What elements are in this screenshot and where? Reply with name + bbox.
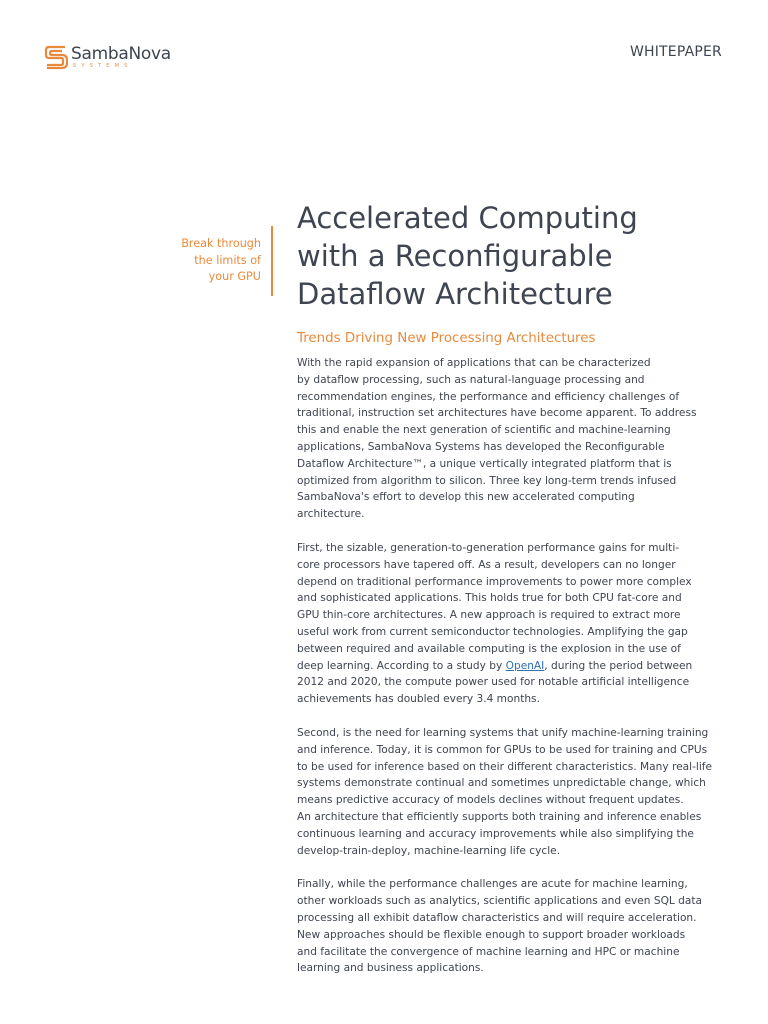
sambanova-s-logo-icon bbox=[44, 44, 68, 70]
accent-divider bbox=[271, 226, 273, 296]
paragraph-1: With the rapid expansion of applications that can be characterized by dataflow processing, such as natural-language processing and recommendation engines, the performance and efficiency challenges of traditional, instruction set architectures have become apparent. To address this and enable the next generation of scientific and machine-learning applications, SambaNova Systems has developed the Reconfigurable Dataflow Architecture™, a unique vertically integrated platform that is optimized from algorithm to silicon. Three key long-term trends infused SambaNova's effort to develop this new accelerated computing architecture. bbox=[297, 357, 697, 521]
paragraph-2-text-before-link: First, the sizable, generation-to-generation performance gains for multi- core processors have tapered off. As a result, developers can no longer depend on traditional performance improvements to power more complex and sophisticated applications. This holds true for both CPU fat-core and GPU thin-core architectures. A new approach is required to extract more useful work from current semiconductor technologies. Amplifying the gap between required and available computing is the explosion in the use of deep learning. According to a study by bbox=[297, 541, 692, 672]
logo-name: SambaNova bbox=[71, 43, 171, 64]
section-heading: Trends Driving New Processing Architectures bbox=[297, 331, 596, 346]
document-type-label: WHITEPAPER bbox=[629, 44, 722, 60]
paragraph-2 bbox=[297, 540, 733, 708]
page-title: Accelerated Computing with a Reconfigurable Dataflow Architecture bbox=[297, 201, 638, 311]
paragraph-3: Second, is the need for learning systems that unify machine-learning training and inference. Today, it is common for GPUs to be used for training and CPUs to be used for inference based on their different characteristics. Many real-life systems demonstrate continual and sometimes unpredictable change, which means predictive accuracy of models declines without frequent updates. An architecture that efficiently supports both training and inference enables continuous learning and accuracy improvements while also simplifying the develop-train-deploy, machine-learning life cycle. bbox=[297, 726, 713, 857]
logo-subtitle: SYSTEMS bbox=[73, 62, 133, 69]
sidebar-tagline: Break through the limits of your GPU bbox=[181, 237, 261, 283]
openai-link[interactable]: OpenAI bbox=[505, 659, 545, 672]
paragraph-2-text-after-link: , during the period between 2012 and 2020, the compute power used for notable artificial intelligence achievements has doubled every 3.4 months. bbox=[297, 659, 693, 706]
sambanova-logo bbox=[44, 44, 171, 70]
paragraph-4: Finally, while the performance challenges are acute for machine learning, other workloads such as analytics, scientific applications and even SQL data processing all exhibit dataflow characteristics and will require acceleration. New approaches should be flexible enough to support broader workloads and facilitate the convergence of machine learning and HPC or machine learning and business applications. bbox=[297, 878, 703, 975]
body-text bbox=[297, 355, 733, 994]
